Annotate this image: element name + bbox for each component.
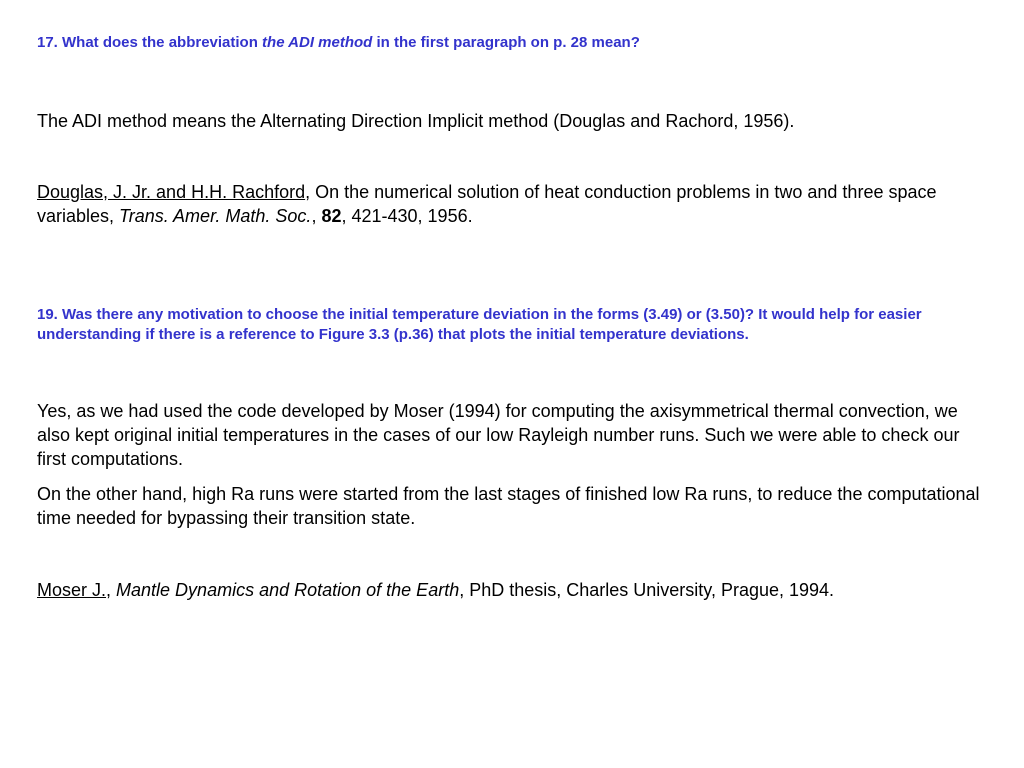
reference-moser-title: Mantle Dynamics and Rotation of the Earth — [116, 580, 460, 600]
question-17-prefix: 17. What does the abbreviation — [37, 34, 263, 51]
answer-19-paragraph-2: On the other hand, high Ra runs were started from the last stages of finished low Ra runs, to reduce the computational time needed for bypassing their transition state. — [37, 484, 980, 528]
reference-douglas-authors: Douglas, J. Jr. and H.H. Rachford — [37, 182, 306, 202]
reference-douglas — [37, 180, 987, 228]
reference-douglas-rest: , 421-430, 1956. — [341, 206, 473, 226]
reference-moser-rest: , PhD thesis, Charles University, Prague, 1994. — [459, 580, 835, 600]
reference-douglas-volume: 82 — [321, 206, 342, 226]
reference-moser — [37, 578, 987, 602]
answer-17: The ADI method means the Alternating Direction Implicit method (Douglas and Rachord, 1956). — [37, 111, 795, 131]
question-17 — [37, 33, 987, 53]
reference-moser-sep: , — [106, 580, 117, 600]
question-17-term: the ADI method — [262, 34, 373, 51]
reference-moser-author: Moser J. — [37, 580, 107, 600]
reference-douglas-title: , On the numerical solution of heat conduction problems in two and three space variables, — [37, 182, 937, 226]
answer-19-paragraph-1: Yes, as we had used the code developed by Moser (1994) for computing the axisymmetrical thermal convection, we also kept original initial temperatures in the cases of our low Rayleigh number runs. Such we were able to check our first computations. — [37, 401, 960, 469]
reference-douglas-journal: Trans. Amer. Math. Soc. — [119, 206, 312, 226]
question-19: 19. Was there any motivation to choose the initial temperature deviation in the forms (3.49) or (3.50)? It would help for easier understanding if there is a reference to Figure 3.3 (p.36) that plots the initial temperature deviations. — [37, 306, 922, 343]
question-17-suffix: in the first paragraph on p. 28 mean? — [372, 34, 640, 51]
reference-douglas-sep: , — [311, 206, 322, 226]
